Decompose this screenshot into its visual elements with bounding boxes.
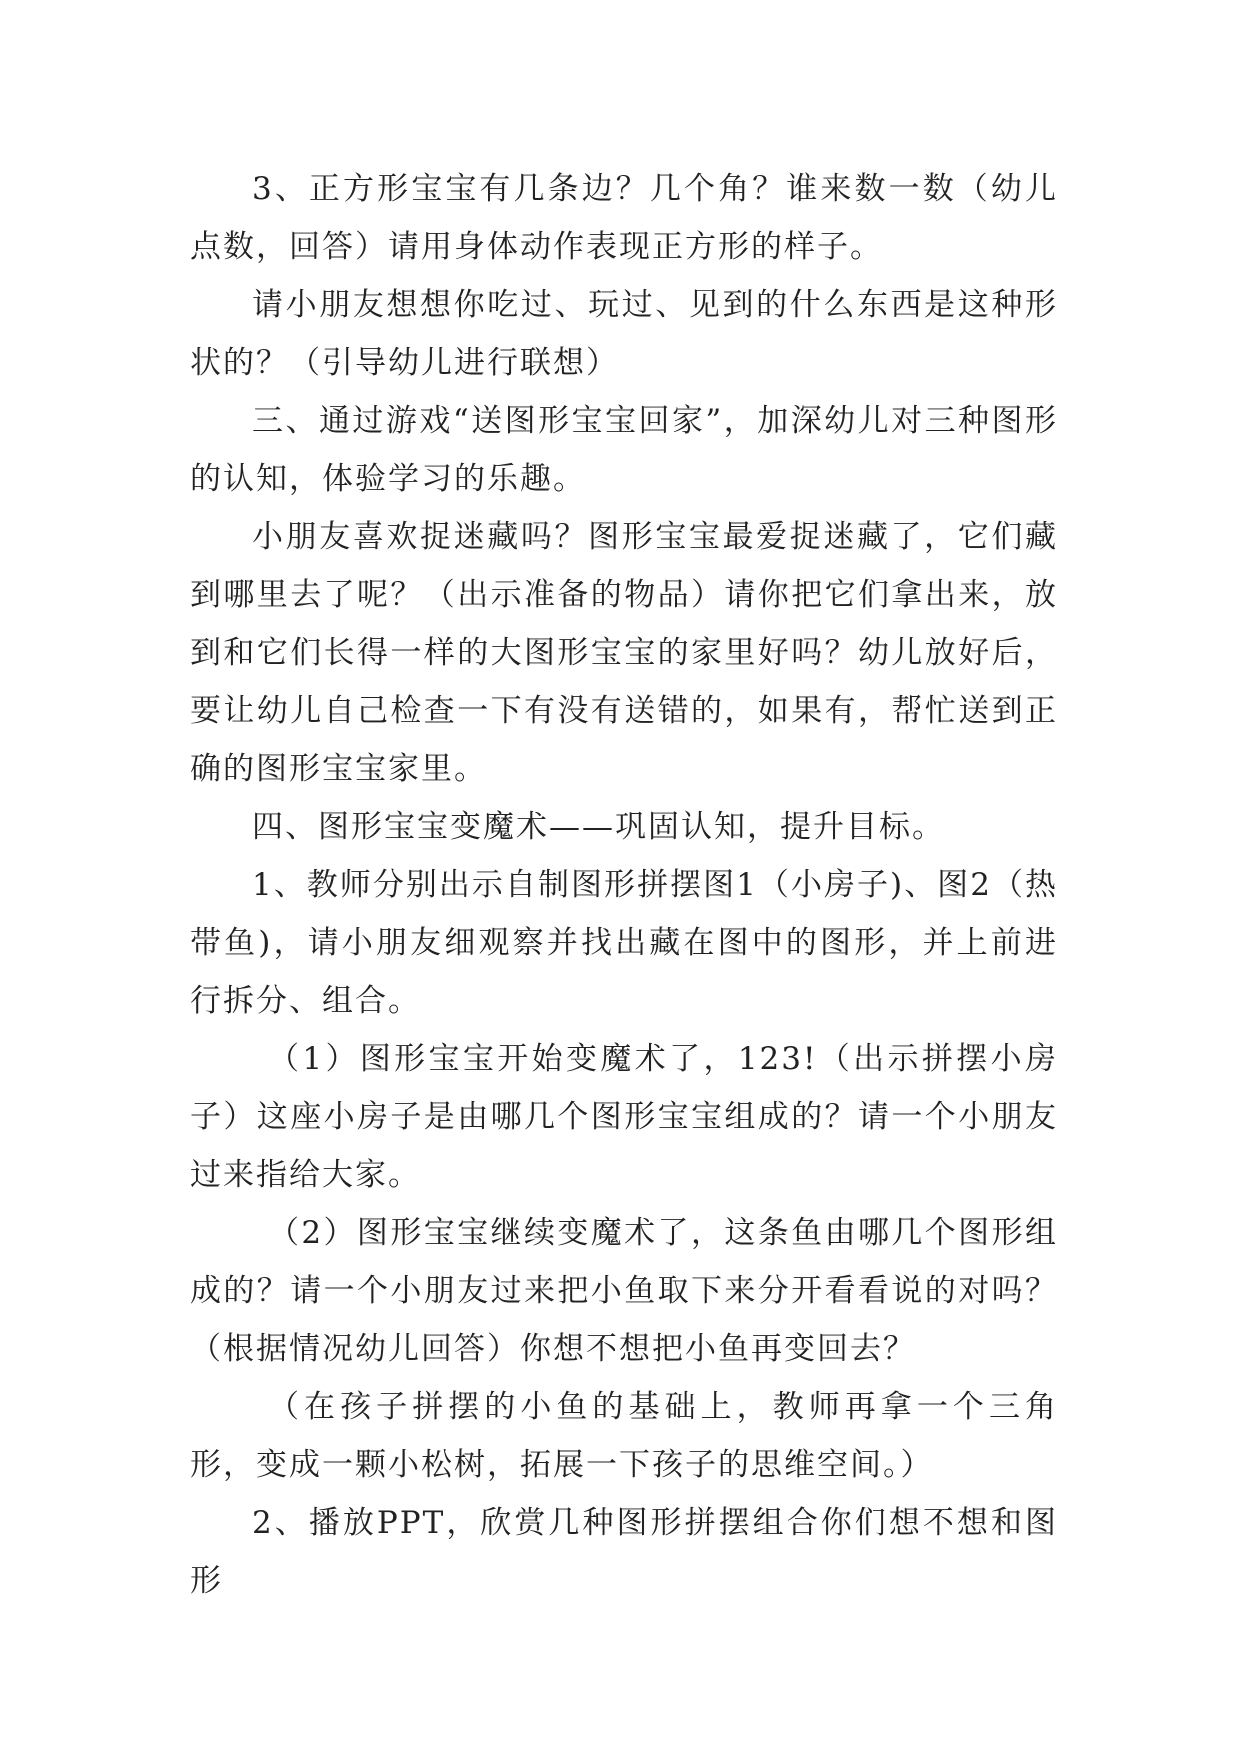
paragraph-play-ppt: 2、播放PPT，欣赏几种图形拼摆组合你们想不想和图形 bbox=[190, 1505, 1058, 1599]
paragraph-section-three-heading: 三、通过游戏“送图形宝宝回家”，加深幼儿对三种图形的认知，体验学习的乐趣。 bbox=[190, 403, 1058, 497]
paragraph-hide-and-seek: 小朋友喜欢捉迷藏吗？图形宝宝最爱捉迷藏了，它们藏到哪里去了呢？（出示准备的物品）请你把它们拿出来，放到和它们长得一样的大图形宝宝的家里好吗？幼儿放好后，要让幼儿自己检查一下有没有送错的，如果有，帮忙送到正确的图形宝宝家里。 bbox=[190, 519, 1058, 787]
paragraph-teacher-shows-images: 1、教师分别出示自制图形拼摆图1（小房子)、图2（热带鱼)，请小朋友细观察并找出藏在图中的图形，并上前进行拆分、组合。 bbox=[190, 867, 1058, 1019]
paragraph-step-two-fish: （2）图形宝宝继续变魔术了，这条鱼由哪几个图形组成的？请一个小朋友过来把小鱼取下来分开看看说的对吗？（根据情况幼儿回答）你想不想把小鱼再变回去？ bbox=[190, 1215, 1058, 1367]
paragraph-step-one-house: （1）图形宝宝开始变魔术了，123!（出示拼摆小房子）这座小房子是由哪几个图形宝宝组成的？请一个小朋友过来指给大家。 bbox=[190, 1041, 1058, 1193]
paragraph-section-four-heading: 四、图形宝宝变魔术——巩固认知，提升目标。 bbox=[252, 809, 945, 845]
paragraph-pine-tree-extension: （在孩子拼摆的小鱼的基础上，教师再拿一个三角形，变成一颗小松树，拓展一下孩子的思维空间。） bbox=[190, 1389, 1058, 1483]
paragraph-association: 请小朋友想想你吃过、玩过、见到的什么东西是这种形状的？（引导幼儿进行联想） bbox=[190, 287, 1058, 381]
document-body bbox=[190, 160, 1058, 1610]
paragraph-square-question: 3、正方形宝宝有几条边？几个角？谁来数一数（幼儿点数，回答）请用身体动作表现正方形的样子。 bbox=[190, 171, 1058, 265]
